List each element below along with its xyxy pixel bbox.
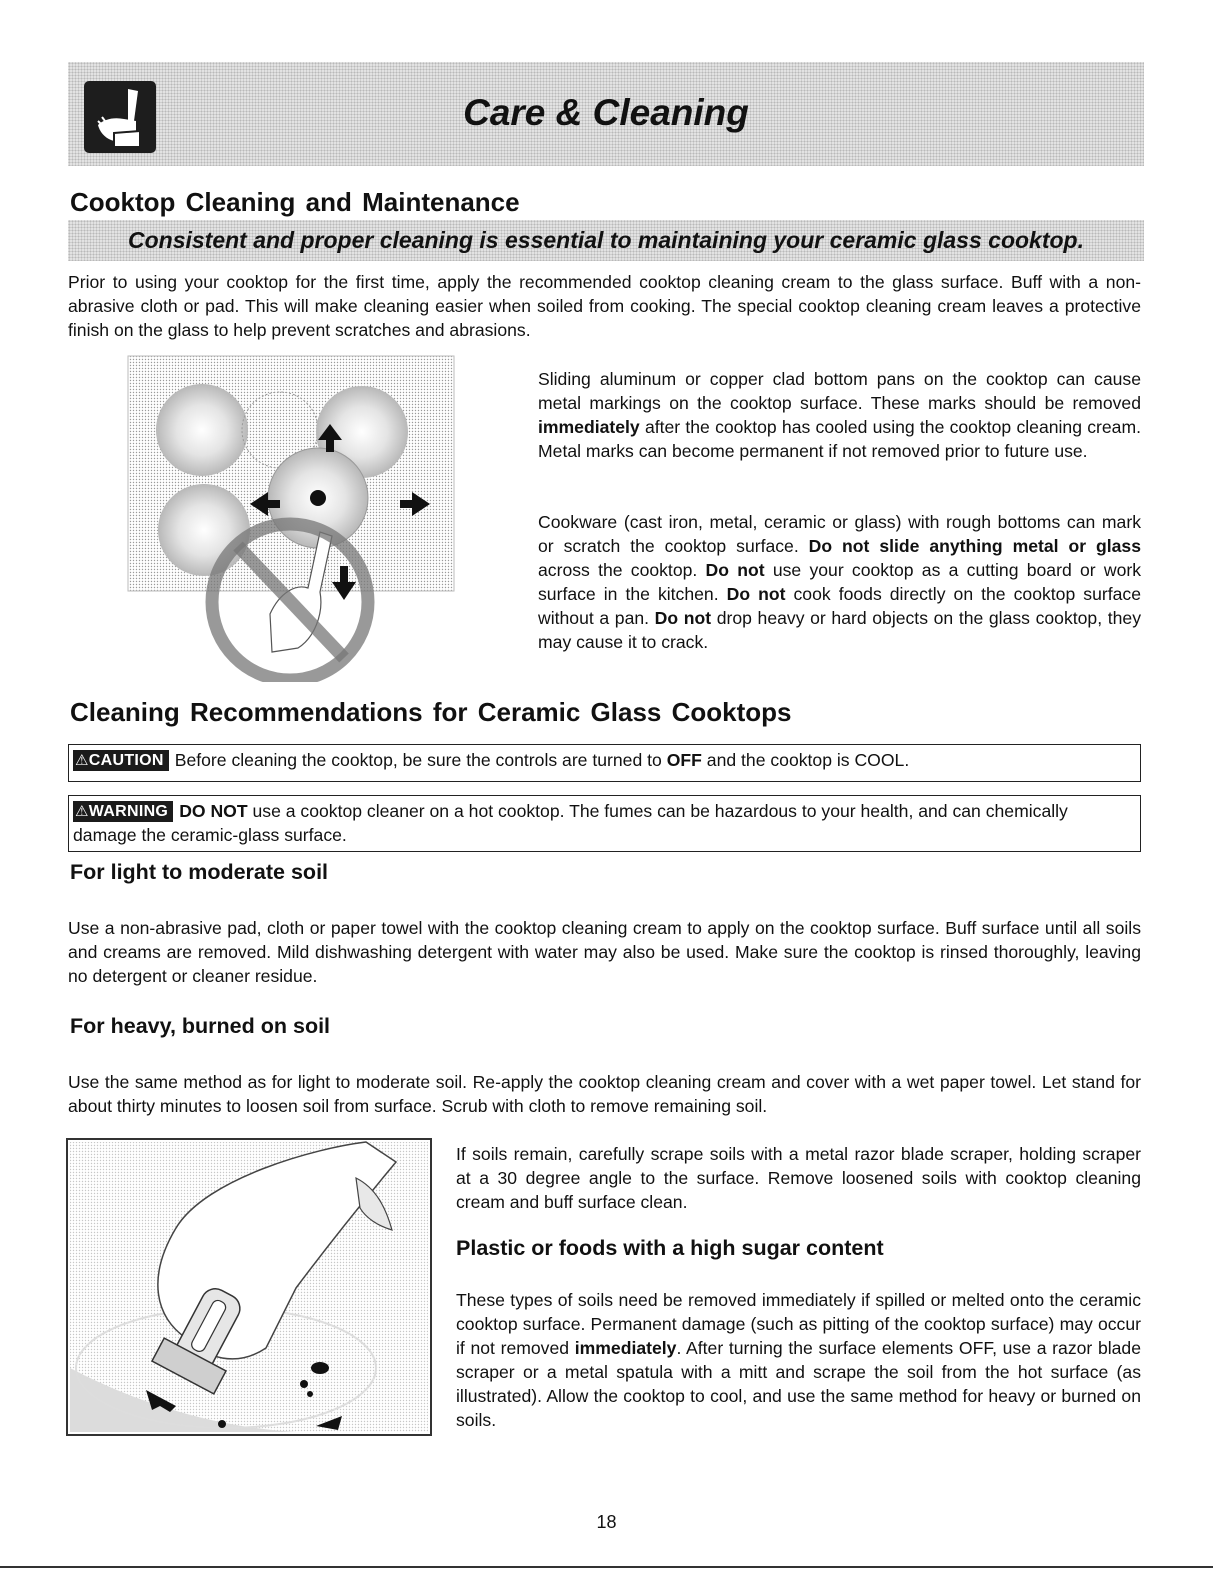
caution-badge bbox=[73, 750, 169, 771]
warning-box bbox=[68, 795, 1141, 852]
cookware-emphasis-1: Do not slide anything metal or glass bbox=[808, 536, 1141, 556]
cookware-text-3: use your cooktop as a cutting board or work surface in the kitchen. bbox=[538, 560, 1142, 604]
plastic-sugar-heading: Plastic or foods with a high sugar content bbox=[456, 1236, 884, 1260]
cookware-paragraph bbox=[538, 510, 1141, 654]
bottom-rule bbox=[0, 1566, 1213, 1568]
warning-text: use a cooktop cleaner on a hot cooktop. The fumes can be hazardous to your health, and can chemically damage the ceramic-glass surface. bbox=[73, 801, 1068, 845]
heavy-soil-heading: For heavy, burned on soil bbox=[70, 1014, 331, 1038]
cookware-text-2: across the cooktop. bbox=[538, 560, 706, 580]
page-banner bbox=[68, 62, 1144, 166]
caution-text-2: and the cooktop is COOL. bbox=[701, 750, 910, 770]
section-subheading-banner bbox=[68, 220, 1144, 261]
plastic-text-1: These types of soils need be removed immediately if spilled or melted onto the ceramic cooktop surface. Permanent damage (such as pitting of the cooktop surface) may occur if not removed bbox=[456, 1290, 1141, 1358]
cookware-emphasis-4: Do not bbox=[654, 608, 712, 628]
cooktop-sliding-illustration bbox=[120, 352, 465, 682]
cookware-text-5: drop heavy or hard objects on the glass cooktop, they may cause it to crack. bbox=[538, 608, 1141, 652]
sliding-pans-paragraph bbox=[538, 367, 1141, 463]
cookware-text-1: Cookware (cast iron, metal, ceramic or glass) with rough bottoms can mark or scratch the cooktop surface. bbox=[538, 512, 1141, 556]
light-soil-paragraph: Use a non-abrasive pad, cloth or paper towel with the cooktop cleaning cream to apply on the cooktop surface. Buff surface until all soils and creams are removed. Mild dishwashing detergent with water may also be used. Make sure the cooktop is rinsed thoroughly, leaving no detergent or cleaner residue. bbox=[68, 918, 1141, 986]
warning-triangle-icon: ⚠ bbox=[75, 752, 89, 769]
section-heading-maintenance: Cooktop Cleaning and Maintenance bbox=[70, 187, 520, 217]
sliding-text-2: after the cooktop has cooled using the cooktop cleaning cream. Metal marks can become permanent if not removed prior to future use. bbox=[538, 417, 1141, 461]
page-number: 18 bbox=[596, 1512, 617, 1532]
page-title: Care & Cleaning bbox=[463, 92, 749, 133]
caution-box bbox=[68, 744, 1141, 782]
plastic-text-2: . After turning the surface elements OFF, use a razor blade scraper or a metal spatula with a mitt and scrape the soil from the hot surface (as illustrated). Allow the cooktop to cool, and use the same method for heavy or burned on soils. bbox=[456, 1338, 1141, 1430]
scrape-paragraph: If soils remain, carefully scrape soils with a metal razor blade scraper, holding scraper at a 30 degree angle to the surface. Remove loosened soils with cooktop cleaning cream and buff surface clean. bbox=[456, 1144, 1141, 1212]
section-subheading: Consistent and proper cleaning is essential to maintaining your ceramic glass cooktop. bbox=[127, 227, 1084, 253]
caution-badge-label: CAUTION bbox=[88, 752, 164, 769]
sliding-text-1: Sliding aluminum or copper clad bottom pans on the cooktop can cause metal markings on the cooktop surface. These marks should be removed bbox=[538, 369, 1141, 413]
warning-badge-label: WARNING bbox=[88, 803, 169, 820]
cookware-text-4: cook foods directly on the cooktop surface without a pan. bbox=[538, 584, 1141, 628]
sliding-emphasis: immediately bbox=[538, 417, 640, 437]
warning-emphasis: DO NOT bbox=[179, 801, 248, 821]
heavy-soil-paragraph: Use the same method as for light to moderate soil. Re-apply the cooktop cleaning cream and cover with a wet paper towel. Let stand for about thirty minutes to loosen soil from surface. Scrub with cloth to remove remaining soil. bbox=[68, 1072, 1141, 1116]
plastic-emphasis: immediately bbox=[574, 1338, 677, 1358]
warning-badge bbox=[73, 801, 173, 822]
caution-text-1: Before cleaning the cooktop, be sure the controls are turned to bbox=[174, 750, 667, 770]
intro-paragraph: Prior to using your cooktop for the first time, apply the recommended cooktop cleaning cream to the glass surface. Buff with a non-abrasive cloth or pad. This will make cleaning easier when soiled from cooking. The special cooktop cleaning cream leaves a protective finish on the glass to help prevent scratches and abrasions. bbox=[68, 272, 1141, 340]
plastic-sugar-paragraph bbox=[456, 1288, 1141, 1432]
cookware-emphasis-2: Do not bbox=[705, 560, 765, 580]
razor-scraper-illustration bbox=[66, 1138, 432, 1436]
warning-triangle-icon: ⚠ bbox=[75, 803, 89, 820]
caution-emphasis: OFF bbox=[666, 750, 702, 770]
cookware-emphasis-3: Do not bbox=[726, 584, 786, 604]
light-soil-heading: For light to moderate soil bbox=[70, 860, 329, 884]
section-heading-recommendations: Cleaning Recommendations for Ceramic Glass Cooktops bbox=[70, 697, 792, 727]
